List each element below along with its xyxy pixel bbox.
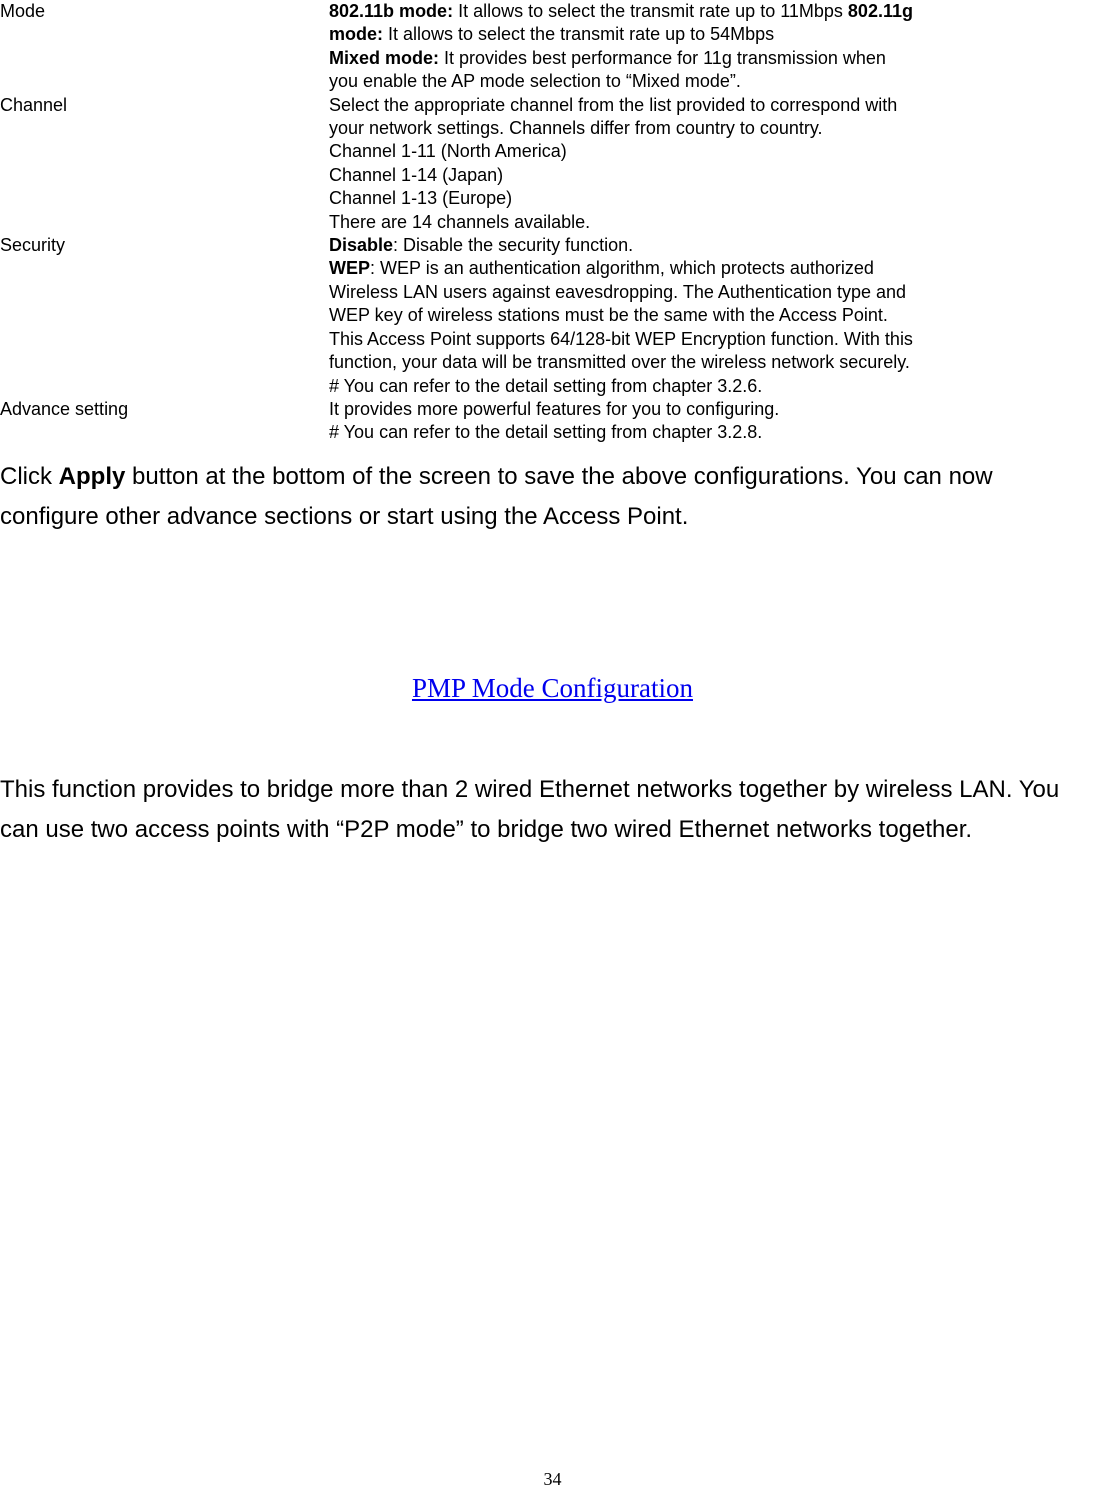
page-number: 34 [543,1469,562,1489]
intro-paragraph [0,770,1059,850]
definition-row [0,94,1105,234]
description-line [329,70,1105,93]
apply-paragraph-line-2: configure other advance sections or start using the Access Point. [0,503,689,530]
text-segment: : WEP is an authentication algorithm, which protects authorized [370,258,874,279]
bold-text: 802.11b mode: [329,1,454,21]
text-segment: Channel 1-13 (Europe) [329,188,513,209]
apply-prefix: Click [0,463,59,490]
description-line [329,304,1105,327]
text-segment: Select the appropriate channel from the list provided to correspond with [329,94,898,115]
text-segment: Channel 1-11 (North America) [329,141,567,162]
apply-paragraph-line-1 [0,457,993,497]
description-line [329,398,1105,421]
description-line [329,0,1105,23]
definition-term: Security [0,235,66,256]
text-segment: It allows to select the transmit rate up to 11Mbps [453,1,848,21]
description-line [329,281,1105,304]
text-segment: # You can refer to the detail setting from chapter 3.2.8. [329,422,763,443]
text-segment: WEP key of wireless stations must be the same with the Access Point. [329,305,888,326]
description-line [329,328,1105,351]
definition-term: Channel [0,94,68,115]
text-segment: Channel 1-14 (Japan) [329,164,504,185]
description-line [329,187,1105,210]
description-line [329,117,1105,140]
description-line [329,375,1105,398]
definition-row [0,398,1105,445]
intro-paragraph-line-1: This function provides to bridge more than 2 wired Ethernet networks together by wireless LAN. You [0,776,1060,803]
apply-bold-word: Apply [58,463,126,490]
description-line [329,47,1105,70]
text-segment: This Access Point supports 64/128-bit WEP Encryption function. With this [329,328,913,349]
text-segment: Wireless LAN users against eavesdropping. The Authentication type and [329,281,907,302]
description-line [329,234,1105,257]
description-line [329,94,1105,117]
definition-description [329,0,1105,94]
description-line [329,211,1105,234]
apply-paragraph [0,457,993,537]
definition-row [0,234,1105,398]
description-line [329,23,1105,46]
bold-text: mode: [329,24,383,45]
apply-line1-rest: button at the bottom of the screen to save the above configurations. You can now [125,463,993,490]
section-heading [0,673,1105,704]
bold-text: 802.11g [847,1,913,21]
definition-description [329,398,1105,445]
text-segment: It provides more powerful features for you to configuring. [329,398,780,419]
bold-text: WEP [329,258,371,279]
text-segment: It allows to select the transmit rate up to 54Mbps [383,24,775,45]
definition-list [0,0,1105,445]
definition-row [0,0,1105,94]
description-line [329,164,1105,187]
text-segment: It provides best performance for 11g transmission when [439,47,886,68]
text-segment: you enable the AP mode selection to “Mixed mode”. [329,71,741,92]
text-segment: : Disable the security function. [393,235,634,256]
description-line [329,140,1105,163]
description-line [329,421,1105,444]
definition-term: Mode [0,1,46,21]
bold-text: Disable [329,235,394,256]
description-line [329,257,1105,280]
description-line [329,351,1105,374]
text-segment: # You can refer to the detail setting from chapter 3.2.6. [329,375,763,396]
text-segment: There are 14 channels available. [329,211,591,232]
section-heading-text: PMP Mode Configuration [411,673,693,703]
definition-term: Advance setting [0,398,129,419]
intro-paragraph-line-2: can use two access points with “P2P mode” to bridge two wired Ethernet networks together. [0,816,973,843]
text-segment: your network settings. Channels differ from country to country. [329,118,823,139]
bold-text: Mixed mode: [329,47,440,68]
definition-description [329,94,1105,234]
text-segment: function, your data will be transmitted over the wireless network securely. [329,352,910,373]
definition-description [329,234,1105,398]
